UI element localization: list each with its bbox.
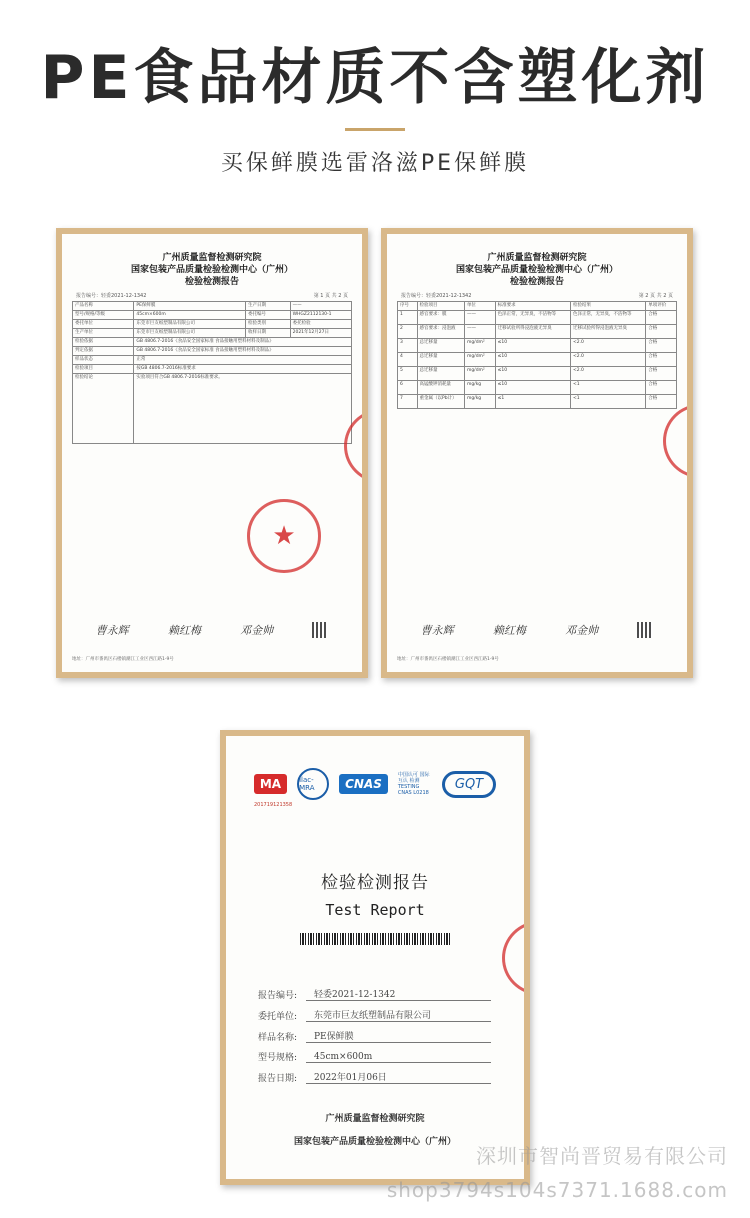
report-meta (62, 288, 362, 301)
table-cell: 迁移试验所得浸泡液无异臭 (495, 325, 570, 339)
field-label: 样品名称: (258, 1033, 298, 1043)
certificate-field (258, 1050, 524, 1063)
certificate-fields (258, 987, 524, 1084)
table-cell: 1 (398, 311, 418, 325)
table-cell: mg/dm² (464, 339, 495, 353)
table-cell: 检验项目 (73, 365, 134, 374)
certificate-cover (226, 736, 524, 1179)
field-label: 报告日期: (258, 1074, 298, 1084)
table-cell: 样品状态 (73, 356, 134, 365)
page-number: 第 2 页 共 2 页 (638, 293, 673, 299)
table-cell: PE保鲜膜 (134, 302, 246, 311)
report-info-table (72, 301, 352, 444)
footer-address: 地址：广州市番禺区石楼镇潮江工业区西江路1-9号 (397, 657, 499, 662)
watermark-shop-url: shop3794s104s7371.1688.com (386, 1178, 728, 1202)
field-label: 报告编号: (258, 991, 298, 1001)
table-cell: 4 (398, 353, 418, 367)
table-cell: mg/kg (464, 395, 495, 409)
table-cell: 2021年12月27日 (290, 329, 351, 338)
field-value: 2022年01月06日 (306, 1070, 491, 1084)
certificate-field (258, 987, 524, 1001)
certificate-title-cn: 检验检测报告 (321, 873, 429, 893)
report-page-1 (62, 234, 362, 672)
table-cell: <2.0 (570, 353, 645, 367)
field-value: 东莞市巨友纸塑制品有限公司 (306, 1008, 491, 1022)
accreditation-logos (226, 768, 524, 800)
table-cell: 东莞市巨友纸塑制品有限公司 (134, 320, 246, 329)
table-cell: 感官要求：浸泡液 (417, 325, 464, 339)
table-cell: 7 (398, 395, 418, 409)
report-title-center: 国家包装产品质量检验检测中心（广州） (455, 265, 618, 275)
divider (345, 128, 405, 131)
table-cell: 高锰酸钾消耗量 (417, 381, 464, 395)
table-cell: 总迁移量 (417, 339, 464, 353)
signature-row (401, 622, 673, 638)
table-cell: ≤10 (495, 339, 570, 353)
certificate-frame (220, 730, 530, 1185)
report-meta (387, 288, 687, 301)
table-cell: <1 (570, 381, 645, 395)
table-cell: GB 4806.7-2016《食品安全国家标准 食品接触用塑料材料及制品》 (134, 338, 352, 347)
table-cell: 合格 (646, 367, 677, 381)
column-header: 检验项目 (417, 302, 464, 311)
column-header: 检验结果 (570, 302, 645, 311)
report-title-center: 国家包装产品质量检验检测中心（广州） (130, 265, 293, 275)
results-table (397, 301, 677, 409)
table-row (398, 367, 677, 381)
column-header: 单位 (464, 302, 495, 311)
certificate-field (258, 1070, 524, 1084)
column-header: 序号 (398, 302, 418, 311)
table-cell: 检验结论 (73, 374, 134, 444)
table-cell: 重金属（以Pb计） (417, 395, 464, 409)
issuing-center: 国家包装产品质量检验检测中心（广州） (293, 1137, 456, 1147)
table-row (73, 356, 352, 365)
table-cell: 检验依据 (73, 338, 134, 347)
table-cell: mg/dm² (464, 353, 495, 367)
table-row (73, 365, 352, 374)
report-footer (397, 656, 677, 662)
issuing-organization: 广州质量监督检测研究院 (325, 1114, 425, 1124)
table-cell: 合格 (646, 395, 677, 409)
table-row (73, 320, 352, 329)
signature-reviewer: 赖红梅 (167, 624, 201, 637)
table-cell: mg/dm² (464, 367, 495, 381)
table-row (398, 311, 677, 325)
table-cell: <2.0 (570, 339, 645, 353)
table-cell: ≤10 (495, 353, 570, 367)
table-row (398, 339, 677, 353)
table-cell: —— (290, 302, 351, 311)
table-row (398, 395, 677, 409)
signature-approver: 邓金帅 (565, 624, 599, 637)
signature-tester: 曹永辉 (420, 624, 454, 637)
cnas-logo-text: 中国认可 国际互认 检测 TESTING CNAS L0218 (397, 772, 430, 796)
seal-edge-stamp (502, 921, 524, 995)
table-cell: 正常 (134, 356, 352, 365)
table-cell: 合格 (646, 311, 677, 325)
ma-registration-number: 201719121358 (254, 802, 293, 808)
report-number: 报告编号：轻委2021-12-1342 (76, 293, 147, 299)
barcode-icon (300, 933, 450, 945)
table-cell: 迁移试验所得浸泡液无异臭 (570, 325, 645, 339)
table-row (73, 338, 352, 347)
column-header: 单项评价 (646, 302, 677, 311)
certificate-field (258, 1029, 524, 1043)
signature-tester: 曹永辉 (95, 624, 129, 637)
table-cell: GB 4806.7-2016《食品安全国家标准 食品接触用塑料材料及制品》 (134, 347, 352, 356)
field-value: PE保鲜膜 (306, 1029, 491, 1043)
table-row (73, 347, 352, 356)
table-cell: 合格 (646, 381, 677, 395)
report-footer (72, 656, 352, 662)
table-cell: 合格 (646, 325, 677, 339)
table-cell: 3 (398, 339, 418, 353)
report-frame-right (381, 228, 693, 678)
table-header-row (398, 302, 677, 311)
page-number: 第 1 页 共 2 页 (313, 293, 348, 299)
table-cell: 委托单位 (73, 320, 134, 329)
table-cell: 6 (398, 381, 418, 395)
certificate-field (258, 1008, 524, 1022)
certificate-title-en: Test Report (325, 901, 425, 919)
table-cell: 2 (398, 325, 418, 339)
qr-code-icon (312, 622, 328, 638)
report-frame-left (56, 228, 368, 678)
table-cell: 型号/规格/等级 (73, 311, 134, 320)
table-cell: WHGZ2112130-1 (290, 311, 351, 320)
table-row (398, 325, 677, 339)
field-label: 型号规格: (258, 1053, 298, 1063)
report-title-org: 广州质量监督检测研究院 (487, 253, 587, 263)
table-cell: 检验类别 (245, 320, 290, 329)
field-value: 45cm×600m (306, 1052, 491, 1063)
table-cell: 实验项目符合GB 4806.7-2016标准要求。 (134, 374, 352, 444)
ilac-mra-logo-icon: ilac-MRA (297, 768, 329, 800)
table-cell: ≤1 (495, 395, 570, 409)
table-cell: 产品名称 (73, 302, 134, 311)
watermark-company: 深圳市智尚晋贸易有限公司 (476, 1144, 728, 1168)
table-cell: ≤10 (495, 367, 570, 381)
table-cell: 感官要求：膜 (417, 311, 464, 325)
table-cell: 生产日期 (245, 302, 290, 311)
headline: PE食品材质不含塑化剂 (40, 43, 710, 113)
table-cell: <1 (570, 395, 645, 409)
field-value: 轻委2021-12-1342 (306, 987, 491, 1001)
report-title-org: 广州质量监督检测研究院 (162, 253, 262, 263)
table-cell: ≤10 (495, 381, 570, 395)
table-cell: 合格 (646, 339, 677, 353)
gqt-logo-icon: GQT (442, 771, 496, 798)
report-title-doc: 检验检测报告 (184, 277, 239, 287)
report-page-2 (387, 234, 687, 672)
table-cell: 判定依据 (73, 347, 134, 356)
table-row (73, 329, 352, 338)
seal-edge-stamp (663, 404, 687, 478)
red-seal-stamp: ★ (247, 499, 321, 573)
table-cell: 收样日期 (245, 329, 290, 338)
column-header: 标准要求 (495, 302, 570, 311)
table-cell: 总迁移量 (417, 367, 464, 381)
table-row (398, 353, 677, 367)
subline: 买保鲜膜选雷洛滋PE保鲜膜 (220, 151, 530, 176)
table-cell: 5 (398, 367, 418, 381)
table-row (73, 302, 352, 311)
report-number: 报告编号：轻委2021-12-1342 (401, 293, 472, 299)
signature-approver: 邓金帅 (240, 624, 274, 637)
report-title-doc: 检验检测报告 (509, 277, 564, 287)
table-cell: 总迁移量 (417, 353, 464, 367)
table-cell: 色泽正常，无异臭，不洁物等 (495, 311, 570, 325)
table-cell: mg/kg (464, 381, 495, 395)
table-cell: 合格 (646, 353, 677, 367)
table-row (73, 311, 352, 320)
table-cell: —— (464, 311, 495, 325)
footer-address: 地址：广州市番禺区石楼镇潮江工业区西江路1-9号 (72, 657, 174, 662)
table-cell: 色泽正常，无异臭，不洁物等 (570, 311, 645, 325)
signature-row (76, 622, 348, 638)
cnas-logo-icon: CNAS (339, 774, 388, 794)
table-cell: —— (464, 325, 495, 339)
field-label: 委托单位: (258, 1012, 298, 1022)
ma-logo-icon: MA (254, 774, 287, 794)
table-row (73, 374, 352, 444)
signature-reviewer: 赖红梅 (492, 624, 526, 637)
table-cell: 45cm×600m (134, 311, 246, 320)
table-cell: <2.0 (570, 367, 645, 381)
table-cell: 生产单位 (73, 329, 134, 338)
table-row (398, 381, 677, 395)
qr-code-icon (637, 622, 653, 638)
table-cell: 委托编号 (245, 311, 290, 320)
table-cell: 按GB 4806.7-2016标准要求 (134, 365, 352, 374)
table-cell: 东莞市巨友纸塑制品有限公司 (134, 329, 246, 338)
table-cell: 委托检验 (290, 320, 351, 329)
